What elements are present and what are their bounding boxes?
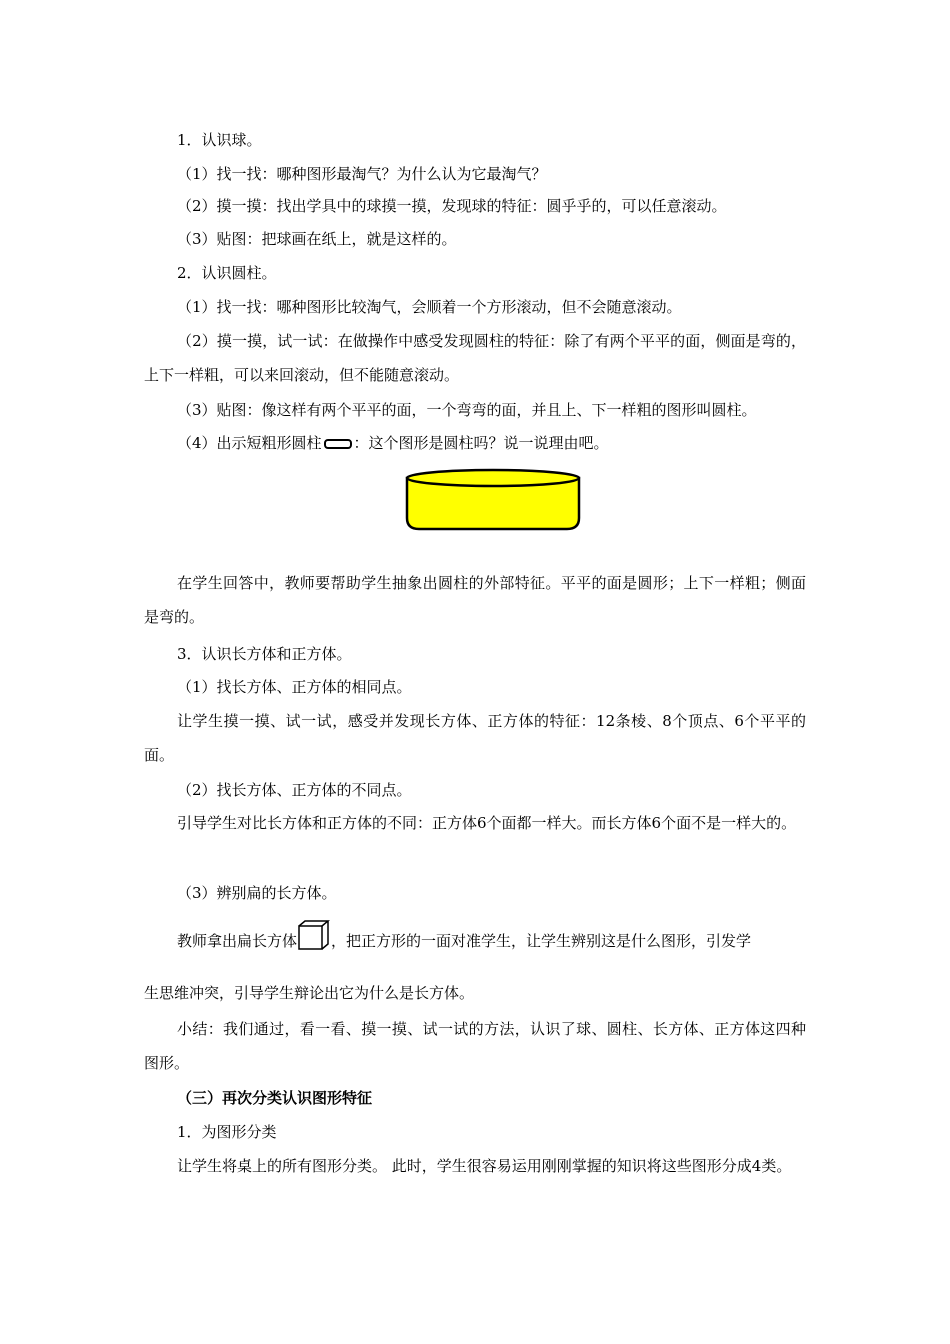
paragraph: （1）找长方体、正方体的相同点。 [177,678,412,696]
paragraph-text: 教师拿出扁长方体 [177,932,298,950]
cylinder-top [407,470,579,486]
cylinder-figure [405,468,581,532]
flat-cuboid-icon [298,920,330,950]
paragraph: 1．为图形分类 [177,1123,277,1141]
paragraph: （3）贴图：把球画在纸上，就是这样的。 [177,230,457,248]
section-heading: （三）再次分类认识图形特征 [177,1089,373,1107]
paragraph-text: ：这个图形是圆柱吗？说一说理由吧。 [353,434,609,452]
paragraph: （1）找一找：哪种图形比较淘气，会顺着一个方形滚动，但不会随意滚动。 [177,298,682,316]
paragraph-text: ，把正方形的一面对准学生，让学生辨别这是什么图形，引发学 [331,932,752,950]
paragraph: （2）摸一摸：找出学具中的球摸一摸，发现球的特征：圆乎乎的，可以任意滚动。 [177,197,727,215]
paragraph: 让学生摸一摸、试一试，感受并发现长方体、正方体的特征：12条棱、8个顶点、6个平平的面。 [144,712,806,764]
paragraph: 在学生回答中，教师要帮助学生抽象出圆柱的外部特征。平平的面是圆形；上下一样粗；侧面是弯的。 [144,574,806,626]
paragraph: （1）找一找：哪种图形最淘气？为什么认为它最淘气？ [177,165,547,183]
paragraph: 引导学生对比长方体和正方体的不同：正方体6个面都一样大。而长方体6个面不是一样大的。 [177,814,797,832]
paragraph: （3）贴图：像这样有两个平平的面，一个弯弯的面，并且上、下一样粗的图形叫圆柱。 [177,401,757,419]
summary-paragraph: 小结：我们通过，看一看、摸一摸、试一试的方法，认识了球、圆柱、长方体、正方体这四种图形。 [144,1020,806,1072]
paragraph: （2）找长方体、正方体的不同点。 [177,781,412,799]
paragraph: （2）摸一摸，试一试：在做操作中感受发现圆柱的特征：除了有两个平平的面，侧面是弯的，上下一样粗，可以来回滚动，但不能随意滚动。 [144,332,806,384]
heading-know-cylinder: 2．认识圆柱。 [177,264,277,282]
paragraph: （3）辨别扁的长方体。 [177,884,337,902]
paragraph: 让学生将桌上的所有图形分类。 此时，学生很容易运用刚刚掌握的知识将这些图形分成4类。 [177,1157,792,1175]
paragraph-text: （4）出示短粗形圆柱 [177,434,322,452]
heading-know-sphere: 1．认识球。 [177,131,262,149]
paragraph [144,426,806,460]
paragraph [144,920,806,958]
heading-know-cuboid: 3．认识长方体和正方体。 [177,645,352,663]
short-cylinder-icon [324,439,352,449]
paragraph: 生思维冲突，引导学生辩论出它为什么是长方体。 [144,984,475,1002]
